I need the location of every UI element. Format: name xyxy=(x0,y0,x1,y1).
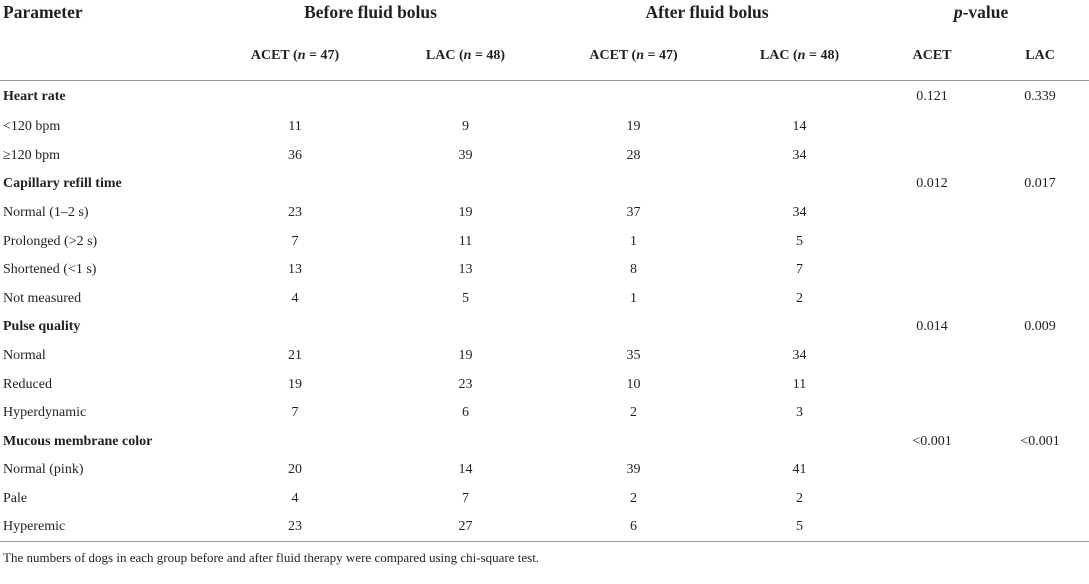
row-label: Not measured xyxy=(3,290,82,306)
pvalue-acet-cell xyxy=(873,370,991,399)
section-label: Heart rate xyxy=(3,89,66,105)
pvalue-lac-cell xyxy=(991,484,1089,513)
before-acet-suffix: = 47) xyxy=(305,47,340,63)
pvalue-lac-cell xyxy=(991,284,1089,313)
table-row xyxy=(0,255,1089,284)
after-lac-cell xyxy=(726,427,873,456)
table-row xyxy=(0,113,1089,142)
row-label: Hyperdynamic xyxy=(3,405,87,421)
section-row xyxy=(0,427,1089,456)
before-lac-cell xyxy=(390,170,541,199)
before-acet-cell: 23 xyxy=(288,519,302,535)
after-lac-cell: 2 xyxy=(796,290,804,306)
section-row xyxy=(0,313,1089,342)
after-lac-cell: 34 xyxy=(792,205,807,221)
before-lac-n: n xyxy=(463,47,472,63)
before-lac-cell: 13 xyxy=(458,262,473,278)
after-lac-cell: 41 xyxy=(792,462,807,478)
after-acet-cell: 2 xyxy=(630,405,638,421)
before-acet-cell: 7 xyxy=(291,233,299,249)
after-acet-cell: 8 xyxy=(630,262,638,278)
after-lac-cell xyxy=(726,170,873,199)
before-acet-cell: 4 xyxy=(291,491,299,507)
pvalue-header-rest: -value xyxy=(962,2,1009,22)
parameter-header: Parameter xyxy=(3,2,83,22)
row-label: Normal xyxy=(3,348,46,364)
before-lac-prefix: LAC ( xyxy=(425,47,464,63)
pvalue-acet-cell xyxy=(873,513,991,542)
after-lac-prefix: LAC ( xyxy=(759,47,798,63)
pvalue-header xyxy=(873,0,1089,30)
after-lac-cell: 11 xyxy=(792,376,807,392)
row-label: Prolonged (>2 s) xyxy=(3,233,98,249)
pvalue-lac-cell xyxy=(991,456,1089,485)
row-label: <120 bpm xyxy=(3,119,61,135)
before-acet-cell xyxy=(200,170,390,199)
before-lac-cell xyxy=(390,313,541,342)
table-row xyxy=(0,141,1089,170)
after-lac-cell: 2 xyxy=(796,491,804,507)
after-lac-cell: 5 xyxy=(796,519,804,535)
before-acet-cell: 36 xyxy=(288,147,302,163)
pvalue-lac-cell xyxy=(991,198,1089,227)
pvalue-lac-cell: 0.009 xyxy=(1024,319,1056,335)
pvalue-lac-cell xyxy=(991,227,1089,256)
pvalue-acet-cell xyxy=(873,255,991,284)
pvalue-lac-cell xyxy=(991,398,1089,427)
after-acet-cell: 1 xyxy=(630,290,638,306)
after-lac-cell: 7 xyxy=(796,262,804,278)
pvalue-lac-cell xyxy=(991,255,1089,284)
before-acet-cell: 21 xyxy=(288,348,302,364)
subheader-empty xyxy=(0,30,200,81)
before-lac-cell: 7 xyxy=(462,491,469,507)
after-acet-header xyxy=(541,30,726,81)
after-acet-cell xyxy=(541,170,726,199)
before-acet-cell: 20 xyxy=(288,462,302,478)
before-lac-cell: 19 xyxy=(458,348,473,364)
before-acet-n: n xyxy=(297,47,306,63)
before-acet-prefix: ACET ( xyxy=(250,47,298,63)
row-label: Reduced xyxy=(3,376,52,392)
before-lac-cell: 39 xyxy=(458,147,473,163)
before-acet-cell xyxy=(200,427,390,456)
after-bolus-header: After fluid bolus xyxy=(645,2,769,22)
before-acet-header xyxy=(200,30,390,81)
before-lac-header xyxy=(390,30,541,81)
table-row xyxy=(0,484,1089,513)
section-label: Capillary refill time xyxy=(3,176,122,192)
after-acet-cell: 19 xyxy=(626,119,641,135)
after-acet-cell: 6 xyxy=(630,519,638,535)
pvalue-lac-cell xyxy=(991,141,1089,170)
after-acet-suffix: = 47) xyxy=(644,47,678,63)
section-row xyxy=(0,170,1089,199)
pvalue-header-p: p xyxy=(953,2,963,22)
after-acet-cell: 35 xyxy=(626,348,641,364)
after-lac-cell xyxy=(726,81,873,113)
pvalue-lac-cell xyxy=(991,513,1089,542)
after-acet-cell xyxy=(541,313,726,342)
section-row xyxy=(0,81,1089,113)
before-acet-cell: 19 xyxy=(288,376,302,392)
pvalue-lac-cell xyxy=(991,113,1089,142)
before-acet-cell: 23 xyxy=(288,205,302,221)
section-label: Mucous membrane color xyxy=(3,433,153,449)
row-label: ≥120 bpm xyxy=(3,147,61,163)
before-lac-cell: 6 xyxy=(462,405,469,421)
after-lac-cell: 34 xyxy=(792,147,807,163)
after-lac-cell: 34 xyxy=(792,348,807,364)
pvalue-acet-header: ACET xyxy=(873,30,991,81)
after-acet-cell xyxy=(541,427,726,456)
before-acet-cell xyxy=(200,313,390,342)
after-lac-n: n xyxy=(797,47,806,63)
before-lac-suffix: = 48) xyxy=(471,47,506,63)
table-row xyxy=(0,227,1089,256)
before-bolus-header: Before fluid bolus xyxy=(304,2,437,22)
row-label: Normal (pink) xyxy=(3,462,84,478)
before-lac-cell: 19 xyxy=(458,205,473,221)
table-row xyxy=(0,513,1089,542)
pvalue-lac-header: LAC xyxy=(991,30,1089,81)
table-row xyxy=(0,370,1089,399)
after-lac-cell: 5 xyxy=(796,233,804,249)
before-lac-cell: 5 xyxy=(462,290,469,306)
after-acet-n: n xyxy=(636,47,644,63)
row-label: Shortened (<1 s) xyxy=(3,262,97,278)
pvalue-acet-cell xyxy=(873,484,991,513)
after-acet-prefix: ACET ( xyxy=(589,47,637,63)
after-lac-header xyxy=(726,30,873,81)
pvalue-acet-cell xyxy=(873,456,991,485)
before-lac-cell: 11 xyxy=(458,233,473,249)
pvalue-acet-cell xyxy=(873,198,991,227)
pvalue-acet-cell xyxy=(873,284,991,313)
pvalue-acet-cell xyxy=(873,398,991,427)
after-lac-cell: 14 xyxy=(792,119,807,135)
pvalue-acet-cell xyxy=(873,341,991,370)
after-lac-cell: 3 xyxy=(796,405,804,421)
pvalue-lac-cell: 0.339 xyxy=(1024,89,1056,105)
footnote-row xyxy=(0,541,1089,571)
before-lac-cell: 23 xyxy=(458,376,473,392)
pvalue-acet-cell: 0.121 xyxy=(916,89,948,105)
after-acet-cell: 39 xyxy=(626,462,641,478)
before-lac-cell xyxy=(390,427,541,456)
after-lac-suffix: = 48) xyxy=(805,47,840,63)
before-lac-cell: 27 xyxy=(458,519,473,535)
before-acet-cell: 11 xyxy=(288,119,302,135)
table-body xyxy=(0,81,1089,542)
pvalue-acet-cell xyxy=(873,113,991,142)
pvalue-acet-cell: 0.012 xyxy=(916,176,948,192)
pvalue-lac-cell: <0.001 xyxy=(1020,433,1060,449)
after-acet-cell xyxy=(541,81,726,113)
pvalue-lac-cell: 0.017 xyxy=(1024,176,1056,192)
row-label: Normal (1–2 s) xyxy=(3,205,89,221)
pvalue-lac-cell xyxy=(991,370,1089,399)
table-row xyxy=(0,456,1089,485)
after-acet-cell: 10 xyxy=(626,376,641,392)
before-lac-cell: 14 xyxy=(458,462,473,478)
before-lac-cell: 9 xyxy=(462,119,469,135)
row-label: Hyperemic xyxy=(3,519,66,535)
table-row xyxy=(0,398,1089,427)
section-label: Pulse quality xyxy=(3,319,81,335)
after-acet-cell: 2 xyxy=(630,491,638,507)
before-acet-cell: 13 xyxy=(288,262,302,278)
table-row xyxy=(0,198,1089,227)
pvalue-acet-cell: 0.014 xyxy=(916,319,948,335)
footnote: The numbers of dogs in each group before and after fluid therapy were compared using chi-square test. xyxy=(0,541,1089,571)
row-label: Pale xyxy=(3,491,28,507)
before-lac-cell xyxy=(390,81,541,113)
after-acet-cell: 1 xyxy=(630,233,638,249)
pvalue-lac-cell xyxy=(991,341,1089,370)
before-acet-cell xyxy=(200,81,390,113)
table-row xyxy=(0,341,1089,370)
before-acet-cell: 4 xyxy=(291,290,299,306)
pvalue-acet-cell: <0.001 xyxy=(912,433,952,449)
pvalue-acet-cell xyxy=(873,141,991,170)
before-acet-cell: 7 xyxy=(291,405,299,421)
subheader-row xyxy=(0,30,1089,81)
after-lac-cell xyxy=(726,313,873,342)
after-acet-cell: 28 xyxy=(626,147,641,163)
after-acet-cell: 37 xyxy=(626,205,641,221)
table-row xyxy=(0,284,1089,313)
pvalue-acet-cell xyxy=(873,227,991,256)
header-row xyxy=(0,0,1089,30)
